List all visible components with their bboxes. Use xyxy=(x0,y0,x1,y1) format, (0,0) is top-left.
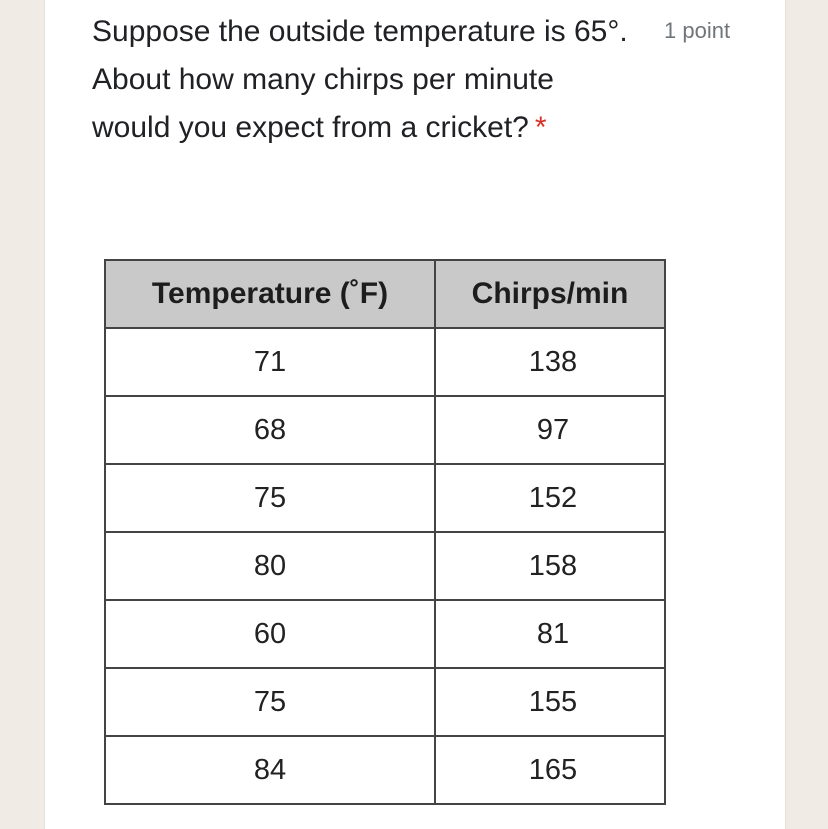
points-label: 1 point xyxy=(664,18,731,43)
chirps-cell: 81 xyxy=(435,600,665,668)
table-row xyxy=(105,328,665,396)
table-row xyxy=(105,396,665,464)
question-title xyxy=(92,8,632,152)
temperature-cell: 84 xyxy=(105,736,435,804)
table-row xyxy=(105,600,665,668)
temperature-cell: 71 xyxy=(105,328,435,396)
table-row xyxy=(105,668,665,736)
temperature-cell: 60 xyxy=(105,600,435,668)
chirps-cell: 165 xyxy=(435,736,665,804)
required-asterisk: * xyxy=(534,111,547,144)
table-row xyxy=(105,464,665,532)
header-temperature: Temperature (˚F) xyxy=(105,260,435,328)
header-chirps: Chirps/min xyxy=(435,260,665,328)
temperature-cell: 75 xyxy=(105,668,435,736)
temperature-cell: 68 xyxy=(105,396,435,464)
temperature-cell: 75 xyxy=(105,464,435,532)
question-text: Suppose the outside temperature is 65°. About how many chirps per minute would you expect from a cricket? xyxy=(92,15,628,144)
table-row xyxy=(105,532,665,600)
question-card xyxy=(44,0,786,829)
chirps-cell: 152 xyxy=(435,464,665,532)
chirps-cell: 158 xyxy=(435,532,665,600)
chirps-cell: 155 xyxy=(435,668,665,736)
chirps-cell: 97 xyxy=(435,396,665,464)
chirps-cell: 138 xyxy=(435,328,665,396)
table-header-row xyxy=(105,260,665,328)
temperature-chirps-table xyxy=(104,259,666,805)
table-row xyxy=(105,736,665,804)
temperature-cell: 80 xyxy=(105,532,435,600)
